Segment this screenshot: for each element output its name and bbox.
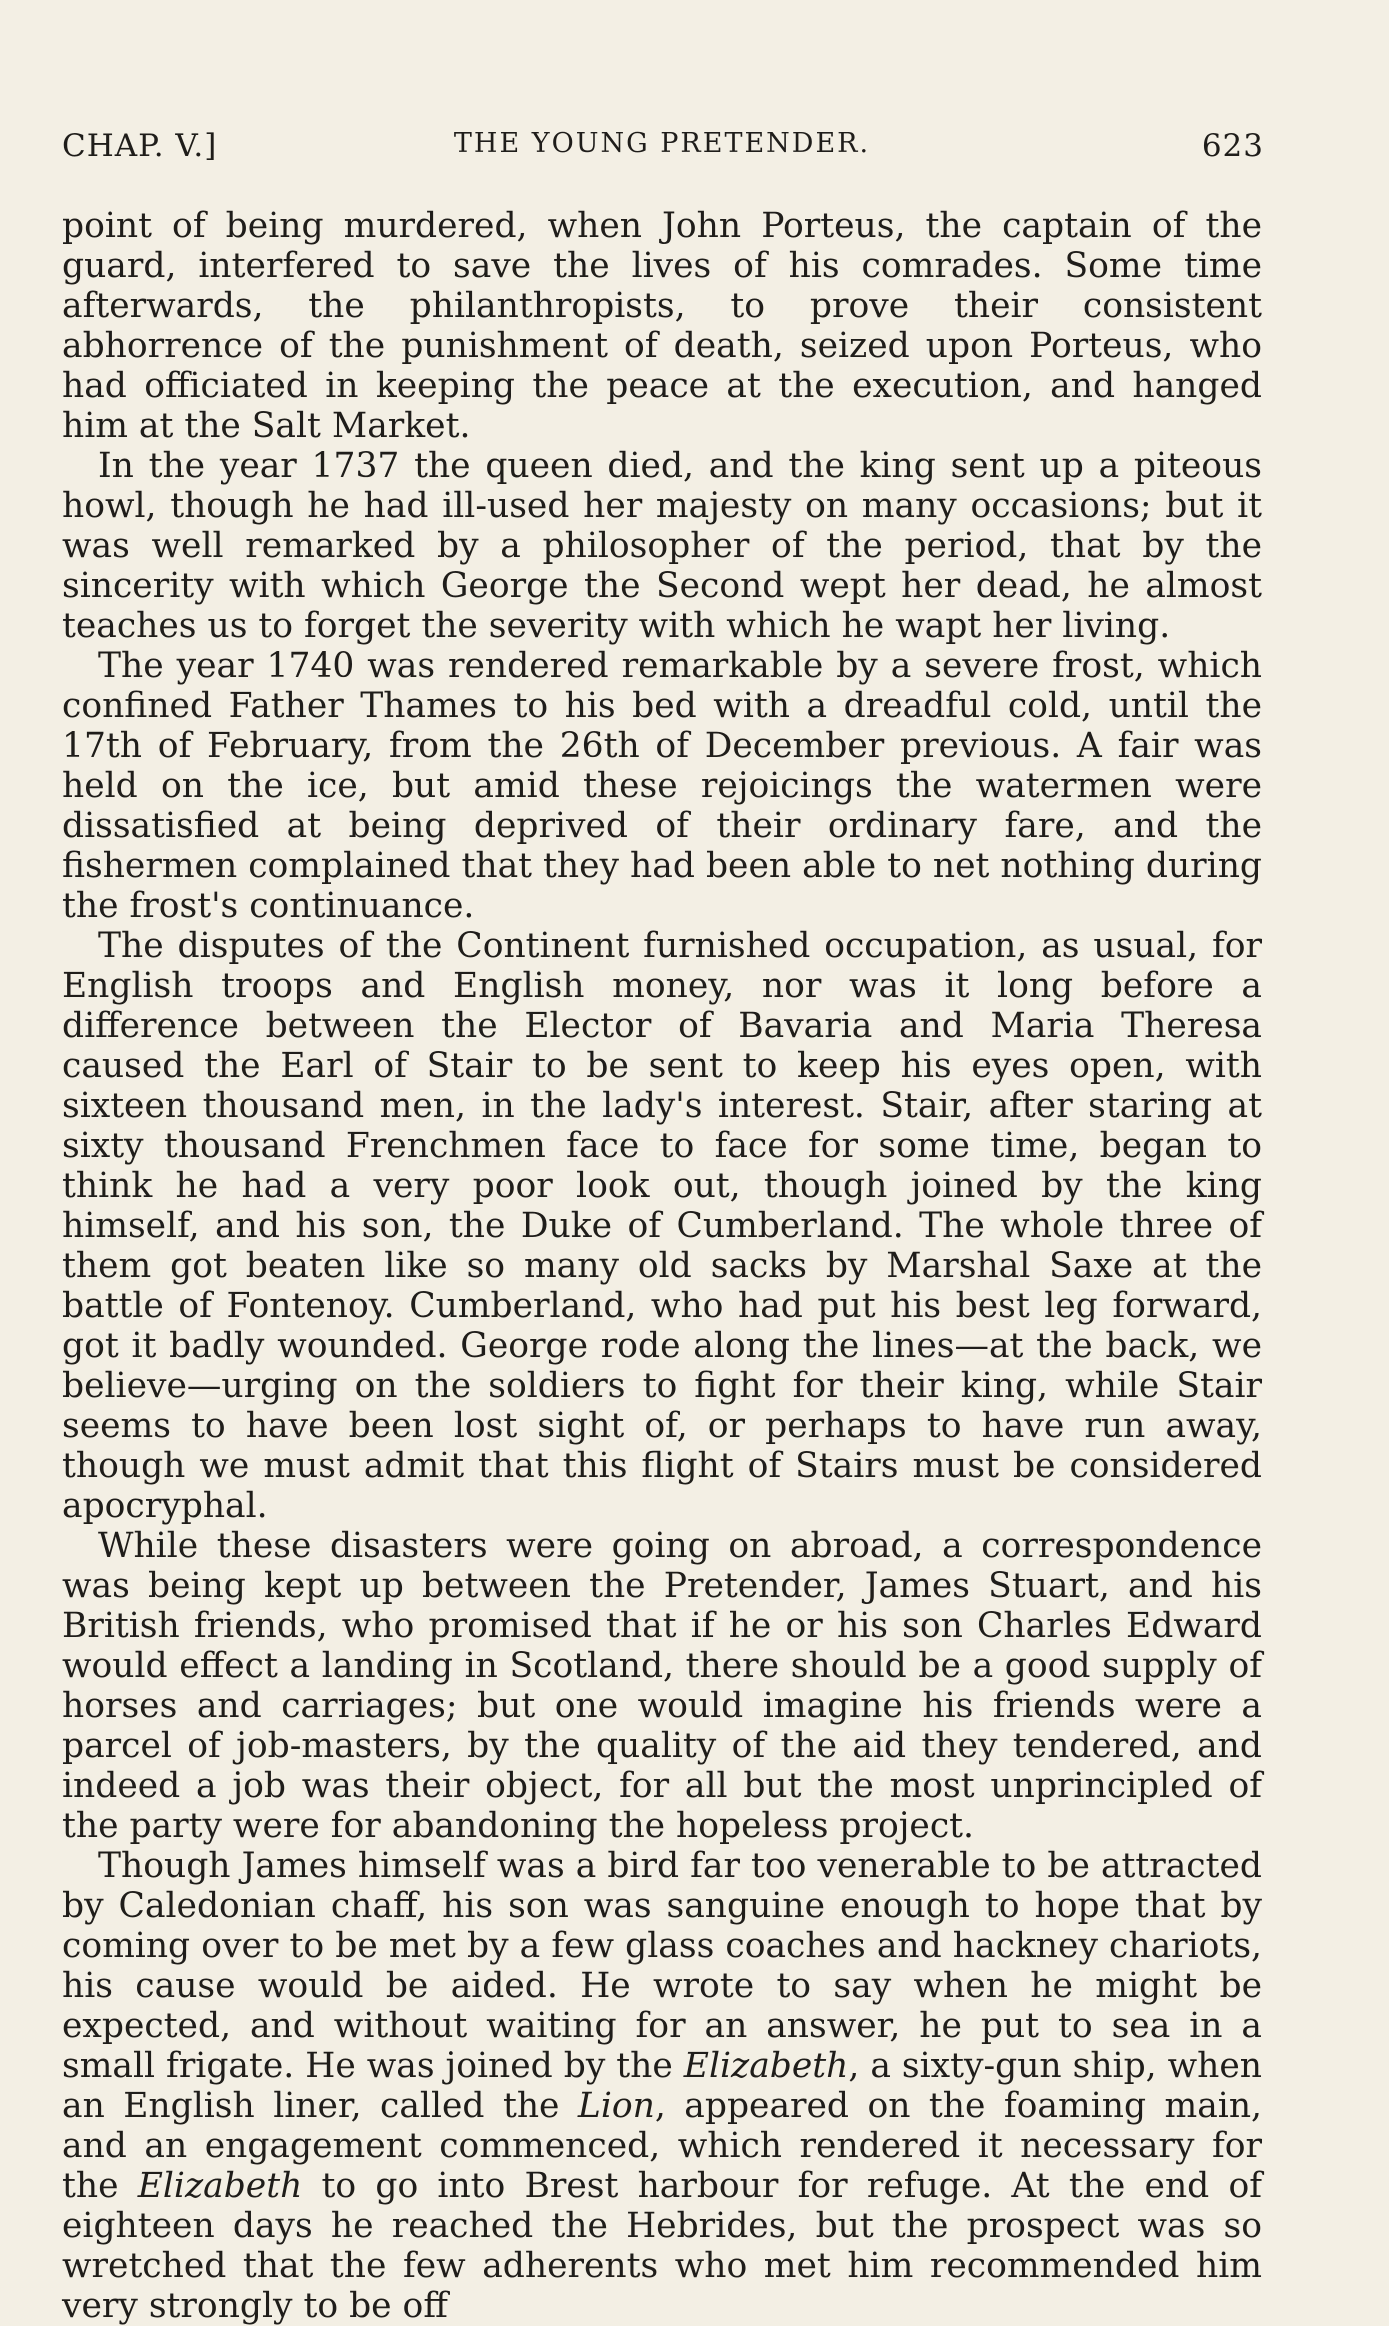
paragraph-correspondence: [62, 1526, 1262, 1846]
paragraph-continent: [62, 926, 1262, 1526]
ship-name: Elizabeth: [137, 2166, 303, 2206]
page-number: 623: [1201, 128, 1264, 164]
paragraph-text: In the year 1737 the queen died, and the king sent up a piteous howl, though he had ill-used her majesty on many occasions; but it was well remarked by a philosopher of the period, that by the sincerity with which George the Second wept her dead, he almost teaches us to forget the severity with which he wapt her living.: [62, 446, 1262, 646]
running-head: [62, 128, 1262, 178]
paragraph-text: to go into Brest harbour for refuge. At the end of eighteen days he reached the Hebrides, but the prospect was so wretched that the few adherents who met him recommended him very strongly to be off: [62, 2166, 1262, 2326]
body-text: [62, 206, 1262, 2326]
paragraph-text: , a sixty-gun ship, when an English liner, called the: [62, 2046, 1263, 2126]
running-title: THE YOUNG PRETENDER.: [453, 128, 871, 159]
chapter-label: CHAP. V.]: [62, 128, 218, 164]
paragraph-text: The disputes of the Continent furnished occupation, as usual, for English troops and English money, nor was it long before a difference between the Elector of Bavaria and Maria Theresa caused the Earl of Stair to be sent to keep his eyes open, with sixteen thousand men, in the lady's interest. Stair, after staring at sixty thousand Frenchmen face to face for some time, began to think he had a very poor look out, though joined by the king himself, and his son, the Duke of Cumberland. The whole three of them got beaten like so many old sacks by Marshal Saxe at the battle of Fontenoy. Cumberland, who had put his best leg forward, got it badly wounded. George rode along the lines—at the back, we believe—urging on the soldiers to fight for their king, while Stair seems to have been lost sight of, or perhaps to have run away, though we must admit that this flight of Stairs must be considered apocryphal.: [62, 926, 1262, 1526]
ship-name: Elizabeth: [683, 2046, 849, 2086]
book-page: [62, 128, 1262, 2326]
paragraph-text: While these disasters were going on abroad, a correspondence was being kept up between the Pretender, James Stuart, and his British friends, who promised that if he or his son Charles Edward would effect a landing in Scotland, there should be a good supply of horses and carriages; but one would imagine his friends were a parcel of job-masters, by the quality of the aid they tendered, and indeed a job was their object, for all but the most unprincipled of the party were for abandoning the hopeless project.: [62, 1526, 1262, 1846]
paragraph-text: The year 1740 was rendered remarkable by a severe frost, which confined Father Thames to his bed with a dreadful cold, until the 17th of February, from the 26th of December previous. A fair was held on the ice, but amid these rejoicings the watermen were dissatisfied at being deprived of their ordinary fare, and the fishermen complained that they had been able to net nothing during the frost's continuance.: [62, 646, 1262, 926]
paragraph-text: Though James himself was a bird far too venerable to be attracted by Caledonian chaff, his son was sanguine enough to hope that by coming over to be met by a few glass coaches and hackney chariots, his cause would be aided. He wrote to say when he might be expected, and without waiting for an answer, he put to sea in a small frigate. He was joined by the: [62, 1846, 1262, 2086]
paragraph-text: , appeared on the foaming main, and an engagement commenced, which rendered it necessary for the: [62, 2086, 1263, 2206]
paragraph-frost: [62, 646, 1262, 926]
ship-name: Lion: [577, 2086, 655, 2126]
paragraph-queen-died: [62, 446, 1262, 646]
paragraph-james: [62, 1846, 1262, 2326]
paragraph-porteus: [62, 206, 1262, 446]
paragraph-text: point of being murdered, when John Porteus, the captain of the guard, interfered to save the lives of his comrades. Some time afterwards, the philanthropists, to prove their consistent abhorrence of the punishment of death, seized upon Porteus, who had officiated in keeping the peace at the execution, and hanged him at the Salt Market.: [62, 206, 1262, 446]
